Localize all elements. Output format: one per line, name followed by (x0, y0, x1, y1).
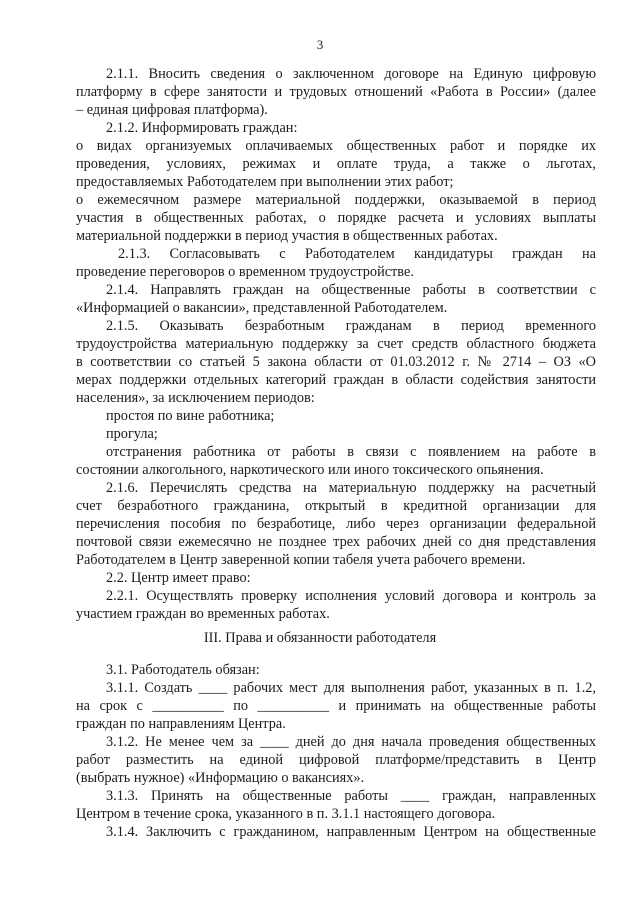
text-line: проведения, условиях, режимах и оплате труда, а также о льготах, (76, 156, 596, 172)
text-line: работ разместить на единой цифровой платформе/представить в Центр (76, 752, 596, 768)
text-line: Центром в течение срока, указанного в п. 3.1.1 настоящего договора. (76, 806, 496, 822)
text-line: 3.1.4. Заключить с гражданином, направленным Центром на общественные (106, 824, 596, 840)
text-line: 3.1.2. Не менее чем за ____ дней до дня начала проведения общественных (106, 734, 596, 750)
text-line: 2.1.3. Согласовывать с Работодателем кандидатуры граждан на (118, 246, 596, 262)
text-line: 2.2. Центр имеет право: (106, 570, 251, 586)
text-line: (выбрать нужное) «Информацию о вакансиях». (76, 770, 365, 786)
text-line: мерах поддержки отдельных категорий граждан в области содействия занятости (76, 372, 596, 388)
text-line: 2.1.4. Направлять граждан на общественные работы в соответствии с (106, 282, 596, 298)
text-line: 2.1.6. Перечислять средства на материальную поддержку на расчетный (106, 480, 596, 496)
text-line: перечисления пособия по безработице, либо через организации федеральной (76, 516, 596, 532)
text-line: 3.1.3. Принять на общественные работы ____ граждан, направленных (106, 788, 596, 804)
text-line: «Информацией о вакансии», представленной Работодателем. (76, 300, 448, 316)
text-line: 2.2.1. Осуществлять проверку исполнения условий договора и контроль за (106, 588, 596, 604)
section-heading: III. Права и обязанности работодателя (203, 630, 437, 646)
text-line: отстранения работника от работы в связи с появлением на работе в (106, 444, 596, 460)
text-line: в соответствии со статьей 5 закона области от 01.03.2012 г. № 2714 – ОЗ «О (76, 354, 596, 370)
text-line: платформу в сфере занятости и трудовых отношений «Работа в России» (далее (76, 84, 596, 100)
text-line: 2.1.2. Информировать граждан: (106, 120, 298, 136)
text-line: 2.1.5. Оказывать безработным гражданам в период временного (106, 318, 596, 334)
text-line: простоя по вине работника; (106, 408, 275, 424)
text-line: 2.1.1. Вносить сведения о заключенном договоре на Единую цифровую (106, 66, 596, 82)
text-line: участием граждан во временных работах. (76, 606, 330, 622)
text-line: проведение переговоров о временном трудоустройстве. (76, 264, 414, 280)
page-number: 3 (316, 37, 324, 52)
text-line: Работодателем в Центр заверенной копии табеля учета рабочего времени. (76, 552, 526, 568)
text-line: на срок с __________ по __________ и принимать на общественные работы (76, 698, 596, 714)
text-line: предоставляемых Работодателем при выполнении этих работ; (76, 174, 454, 190)
text-line: материальной поддержки в период участия в общественных работах. (76, 228, 498, 244)
text-line: – единая цифровая платформа). (76, 102, 268, 118)
text-line: трудоустройства материальную поддержку за счет средств областного бюджета (76, 336, 596, 352)
text-line: состоянии алкогольного, наркотического или иного токсического опьянения. (76, 462, 544, 478)
text-line: участия в общественных работах, о порядке расчета и условиях выплаты (76, 210, 596, 226)
text-line: прогула; (106, 426, 158, 442)
text-line: населения», за исключением периодов: (76, 390, 315, 406)
text-line: 3.1. Работодатель обязан: (106, 662, 260, 678)
text-line: 3.1.1. Создать ____ рабочих мест для выполнения работ, указанных в п. 1.2, (106, 680, 596, 696)
text-line: о ежемесячном размере материальной поддержки, оказываемой в период (76, 192, 596, 208)
text-line: почтовой связи ежемесячно не позднее трех рабочих дней со дня представления (76, 534, 596, 550)
text-line: граждан по направлениям Центра. (76, 716, 286, 732)
text-line: о видах организуемых оплачиваемых общественных работ и порядке их (76, 138, 596, 154)
text-line: счет безработного гражданина, открытый в кредитной организации для (76, 498, 596, 514)
